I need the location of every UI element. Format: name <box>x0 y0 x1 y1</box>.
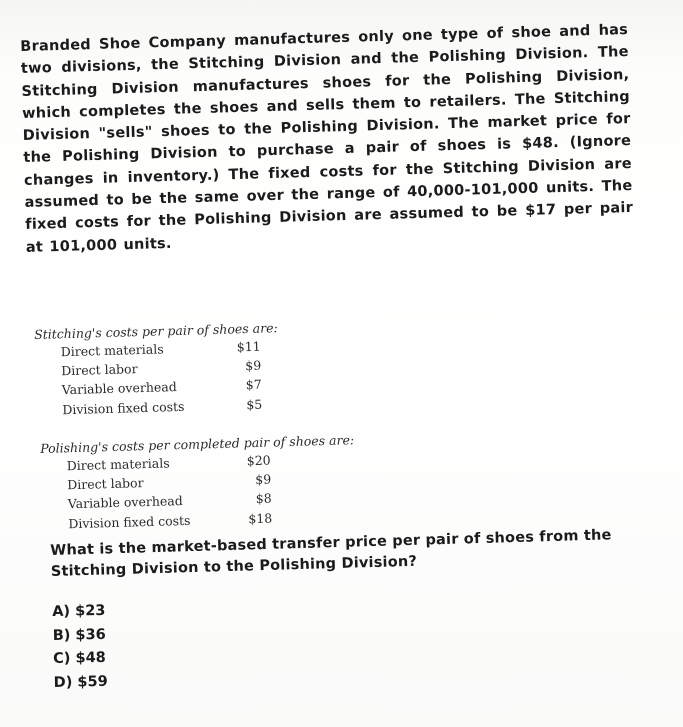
option-text: $23 <box>74 602 106 620</box>
option-text: $36 <box>75 626 106 644</box>
cost-value: $7 <box>245 377 262 393</box>
option-text: $48 <box>75 649 106 667</box>
option-letter: B) <box>52 627 71 644</box>
cost-value: $9 <box>245 357 262 374</box>
cost-label: Direct labor <box>61 361 138 379</box>
option-letter: D) <box>53 674 73 691</box>
option-letter: C) <box>53 650 71 667</box>
answer-options <box>52 600 108 695</box>
stitching-cost-title: Stitching's costs per pair of shoes are: <box>34 320 278 342</box>
answer-option-a[interactable] <box>52 600 106 625</box>
option-text: $59 <box>77 673 108 690</box>
cost-value: $8 <box>255 490 272 507</box>
cost-label: Division fixed costs <box>62 398 185 417</box>
cost-value: $20 <box>246 452 271 469</box>
cost-value: $11 <box>236 338 261 355</box>
cost-value: $5 <box>246 396 263 412</box>
polishing-cost-table <box>40 432 356 533</box>
cost-label: Direct materials <box>60 341 164 360</box>
cost-value: $18 <box>248 510 273 526</box>
problem-statement: Branded Shoe Company manufactures only one type of shoe and has two divisions, the Stitching Division and the Polishing Division. The Stitching Division manufactures shoes for the Polishing Division, which completes the shoes and sells them to retailers. The Stitching Division "sells" shoes to the Polishing Division. The market price for the Polishing Division to purchase a pair of shoes is $48. (Ignore changes in inventory.) The fixed costs for the Stitching Division are assumed to be the same over the range of 40,000-101,000 units. The fixed costs for the Polishing Division are assumed to be $17 per pair at 101,000 units. <box>20 22 634 256</box>
answer-option-d[interactable] <box>53 670 107 695</box>
answer-option-b[interactable] <box>52 623 106 648</box>
cost-label: Variable overhead <box>67 493 183 512</box>
cost-label: Variable overhead <box>61 379 177 398</box>
cost-value: $9 <box>255 471 272 488</box>
cost-label: Division fixed costs <box>68 512 191 531</box>
cost-label: Direct labor <box>67 475 144 493</box>
question-text: What is the market-based transfer price per pair of shoes from the Stitching Division to the Polishing Division? <box>50 527 612 580</box>
answer-option-c[interactable] <box>53 647 107 672</box>
option-letter: A) <box>52 603 71 620</box>
stitching-cost-table <box>34 320 280 420</box>
polishing-cost-title: Polishing's costs per completed pair of shoes are: <box>40 432 355 456</box>
cost-label: Direct materials <box>66 455 170 474</box>
